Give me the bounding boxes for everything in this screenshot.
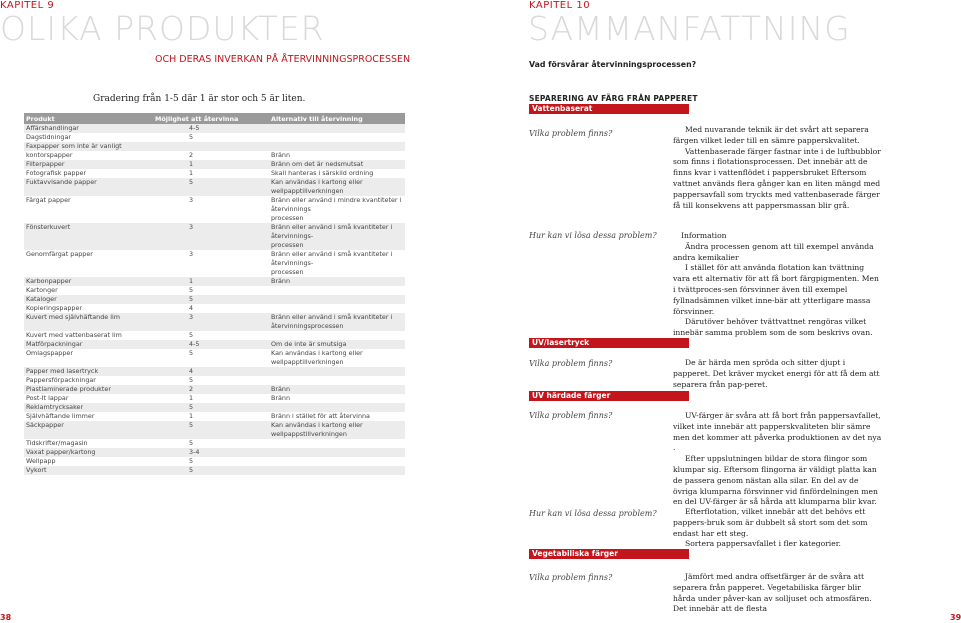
table-row — [24, 295, 405, 304]
paragraph: Vattenbaserade färger fastnar inte i de luftbubblor som finns i flotationsprocessen. Det innebär att de finns kvar i vattenflödet i pappersbruket Eftersom vattnet används flera gånger kan en liten mängd med pappersavfall som tryckts med vattenbaserade färger få till konsekvens att pappersmassan blir grå. — [673, 146, 881, 210]
table-cell: Affärshandlingar — [24, 124, 153, 133]
table-cell: Om de inte är smutsiga — [269, 340, 405, 349]
table-cell: Pappersförpackningar — [24, 376, 153, 385]
table-cell — [24, 268, 153, 277]
table-row — [24, 457, 405, 466]
page-title: OLIKA PRODUKTER — [0, 9, 325, 48]
table-row — [24, 412, 405, 421]
answer-block — [673, 125, 883, 211]
paragraph: Sortera pappersavfallet i fler kategorier. — [685, 539, 841, 549]
table-cell: Reklamtrycksaker — [24, 403, 153, 412]
table-row — [24, 178, 405, 196]
table-row — [24, 403, 405, 412]
table-row — [24, 331, 405, 340]
table-cell: Bränn — [269, 277, 405, 286]
table-row — [24, 169, 405, 178]
table-cell: 1 — [153, 394, 269, 403]
table-cell: Kan användas i kartong eller wellpappstillverkningen — [269, 421, 405, 439]
table-cell: Bränn eller använd i mindre kvantiteter i återvinnings — [269, 196, 405, 214]
table-cell: 5 — [153, 439, 269, 448]
table-cell — [153, 214, 269, 223]
table-row — [24, 142, 405, 151]
table-cell — [269, 286, 405, 295]
table-row — [24, 349, 405, 367]
table-header: Alternativ till återvinning — [269, 113, 405, 124]
table-cell: Karbonpapper — [24, 277, 153, 286]
table-cell: Bränn eller använd i små kvantiteter i — [269, 313, 405, 322]
table-row — [24, 223, 405, 241]
table-cell: Bränn eller använd i små kvantiteter i återvinnings- — [269, 223, 405, 241]
table-cell: processen — [269, 268, 405, 277]
page-title: SAMMANFATTNING — [528, 9, 851, 48]
table-row — [24, 214, 405, 223]
paragraph: Jämfört med andra offsetfärger är de svåra att separera från papperet. Vegetabiliska färger blir hårda under påver-kan av solljuset och atmosfären. Det innebär att de flesta — [673, 572, 872, 614]
table-row — [24, 394, 405, 403]
table-cell: 5 — [153, 376, 269, 385]
table-cell — [24, 322, 153, 331]
table-cell — [269, 304, 405, 313]
table-cell: 3 — [153, 196, 269, 214]
table-cell — [24, 241, 153, 250]
answer-block — [673, 358, 883, 390]
paragraph: I stället för att använda flotation kan tvättning vara ett alternativ för att få bort färgpigmenten. Men i tvättproces-sen försvinner även till exempel fyllnadsämnen vilket inne-bär att ytterligare massa försvinner. — [673, 263, 879, 316]
chapter-label: KAPITEL 9 — [0, 0, 55, 11]
table-cell — [269, 295, 405, 304]
category-bar: UV härdade färger — [529, 391, 689, 401]
table-cell: Kopieringspapper — [24, 304, 153, 313]
table-cell: 3 — [153, 250, 269, 268]
paragraph: Efterflotation, vilket innebär att det behövs ett pappers-bruk som är dubbelt så stort som det som endast har ett steg. — [673, 507, 868, 538]
table-row — [24, 124, 405, 133]
table-cell — [269, 142, 405, 151]
table-cell — [269, 457, 405, 466]
category-bar: Vegetabiliska färger — [529, 549, 689, 559]
table-cell — [269, 376, 405, 385]
paragraph: De är härda men spröda och sitter djupt i papperet. Det kräver mycket energi för att få dem att separera från pap-peret. — [673, 358, 880, 389]
table-cell: 3 — [153, 223, 269, 241]
table-cell: Skall hanteras i särskild ordning — [269, 169, 405, 178]
table-cell: Fuktavvisande papper — [24, 178, 153, 196]
table-cell: Bränn — [269, 394, 405, 403]
table-cell: 4-5 — [153, 124, 269, 133]
table-cell: Matförpackningar — [24, 340, 153, 349]
paragraph: Information — [681, 231, 727, 240]
table-cell: Fönsterkuvert — [24, 223, 153, 241]
table-cell: 5 — [153, 178, 269, 196]
table-row — [24, 448, 405, 457]
table-cell: Kuvert med vattenbaserat lim — [24, 331, 153, 340]
table-row — [24, 376, 405, 385]
table-row — [24, 268, 405, 277]
table-cell: Wellpapp — [24, 457, 153, 466]
table-cell: Papper med lasertryck — [24, 367, 153, 376]
table-row — [24, 340, 405, 349]
answer-block — [673, 572, 883, 615]
paragraph: Därutöver behöver tvättvattnet rengöras vilket innebär samma problem som de som beskrivs ovan. — [673, 317, 873, 338]
table-cell: Filterpapper — [24, 160, 153, 169]
table-cell: Faxpapper som inte är vanligt — [24, 142, 153, 151]
paragraph: UV-färger är svåra att få bort från pappersavfallet, vilket inte innebär att papperskvaliteten blir sämre men det kommer att påverka produktionen av det nya . — [673, 411, 882, 453]
question-label: Vilka problem finns? — [529, 573, 613, 582]
paragraph: Efter uppslutningen bildar de stora flingor som klumpar sig. Eftersom flingorna är väldigt platta kan de passera genom nästan alla silar. En del av de övriga klumparna försvinner vid finfördelningen men en del UV-färger är så hårda att klumparna blir kvar. — [673, 454, 878, 507]
table-cell: 1 — [153, 277, 269, 286]
table-row — [24, 367, 405, 376]
table-cell — [153, 268, 269, 277]
table-cell: Vykort — [24, 466, 153, 475]
table-cell — [153, 322, 269, 331]
table-cell: 4 — [153, 367, 269, 376]
table-cell: 3 — [153, 313, 269, 322]
table-cell: 3-4 — [153, 448, 269, 457]
table-cell: 5 — [153, 295, 269, 304]
page-subtitle: Vad försvårar återvinningsprocessen? — [529, 60, 697, 69]
table-header: Möjlighet att återvinna — [153, 113, 269, 124]
table-row — [24, 439, 405, 448]
table-row — [24, 313, 405, 322]
paragraph: Ändra processen genom att till exempel använda andra kemikalier — [673, 241, 874, 262]
table-cell: 5 — [153, 133, 269, 142]
table-cell: 5 — [153, 286, 269, 295]
table-cell: Dagstidningar — [24, 133, 153, 142]
table-row — [24, 250, 405, 268]
table-cell: Bränn i stället för att återvinna — [269, 412, 405, 421]
table-cell: 2 — [153, 385, 269, 394]
category-bar: UV/lasertryck — [529, 338, 689, 348]
table-cell: processen — [269, 214, 405, 223]
table-header-row — [24, 113, 405, 124]
table-cell: Vaxat papper/kartong — [24, 448, 153, 457]
table-cell — [269, 448, 405, 457]
table-cell: 1 — [153, 160, 269, 169]
grading-note: Gradering från 1-5 där 1 är stor och 5 är liten. — [93, 94, 306, 104]
category-bar: Vattenbaserat — [529, 104, 689, 114]
table-cell: 5 — [153, 403, 269, 412]
table-cell: 5 — [153, 466, 269, 475]
table-cell: processen — [269, 241, 405, 250]
table-cell: Tidskrifter/magasin — [24, 439, 153, 448]
table-cell: 4-5 — [153, 340, 269, 349]
table-cell: 1 — [153, 169, 269, 178]
table-cell — [269, 133, 405, 142]
question-label: Hur kan vi lösa dessa problem? — [529, 509, 657, 518]
table-row — [24, 466, 405, 475]
page-number: 38 — [0, 613, 12, 622]
table-row — [24, 160, 405, 169]
table-cell: Kataloger — [24, 295, 153, 304]
table-cell — [269, 439, 405, 448]
question-label: Vilka problem finns? — [529, 129, 613, 138]
answer-block — [673, 231, 883, 339]
table-row — [24, 286, 405, 295]
table-cell: Kan användas i kartong eller wellpapptillverkningen — [269, 178, 405, 196]
product-table — [24, 113, 405, 475]
table-cell: Bränn eller använd i små kvantiteter i återvinnings- — [269, 250, 405, 268]
table-row — [24, 241, 405, 250]
table-cell — [269, 403, 405, 412]
paragraph: Med nuvarande teknik är det svårt att separera färgen vilket leder till en sämre papperskvalitet. — [673, 125, 869, 145]
table-cell: Fotografisk papper — [24, 169, 153, 178]
section-title: SEPARERING AV FÄRG FRÅN PAPPERET — [529, 94, 698, 103]
table-cell: 4 — [153, 304, 269, 313]
table-cell: Färgat papper — [24, 196, 153, 214]
page-subtitle: OCH DERAS INVERKAN PÅ ÅTERVINNINGSPROCESSEN — [155, 54, 411, 65]
table-cell: 5 — [153, 421, 269, 439]
table-cell — [269, 367, 405, 376]
question-label: Vilka problem finns? — [529, 411, 613, 420]
table-row — [24, 151, 405, 160]
table-cell: 5 — [153, 331, 269, 340]
question-label: Vilka problem finns? — [529, 359, 613, 368]
table-cell: Omlagspapper — [24, 349, 153, 367]
table-cell: 1 — [153, 412, 269, 421]
chapter-label: KAPITEL 10 — [529, 0, 591, 11]
table-row — [24, 421, 405, 439]
table-cell — [269, 331, 405, 340]
table-cell: Bränn om det är nedsmutsat — [269, 160, 405, 169]
answer-block — [673, 411, 883, 508]
table-cell: Kuvert med självhäftande lim — [24, 313, 153, 322]
question-label: Hur kan vi lösa dessa problem? — [529, 231, 657, 240]
table-cell: Bränn — [269, 151, 405, 160]
table-cell: Genomfärgat papper — [24, 250, 153, 268]
table-cell: 5 — [153, 457, 269, 466]
table-cell — [153, 241, 269, 250]
table-cell: Kartonger — [24, 286, 153, 295]
table-row — [24, 196, 405, 214]
table-cell: Post-It lappar — [24, 394, 153, 403]
table-cell: 5 — [153, 349, 269, 367]
table-row — [24, 322, 405, 331]
table-cell: Självhäftande limmer — [24, 412, 153, 421]
table-cell: Säckpapper — [24, 421, 153, 439]
table-row — [24, 133, 405, 142]
table-row — [24, 385, 405, 394]
table-row — [24, 304, 405, 313]
table-cell: återvinningsprocessen — [269, 322, 405, 331]
table-cell: Plastlaminerade produkter — [24, 385, 153, 394]
table-cell — [269, 466, 405, 475]
table-cell: 2 — [153, 151, 269, 160]
table-cell — [153, 142, 269, 151]
table-cell: kontorspapper — [24, 151, 153, 160]
page-number: 39 — [950, 613, 961, 622]
answer-block — [673, 507, 883, 550]
table-cell: Kan användas i kartong eller wellpapptillverkningen — [269, 349, 405, 367]
table-cell — [269, 124, 405, 133]
table-cell: Bränn — [269, 385, 405, 394]
table-header: Produkt — [24, 113, 153, 124]
table-row — [24, 277, 405, 286]
table-cell — [24, 214, 153, 223]
